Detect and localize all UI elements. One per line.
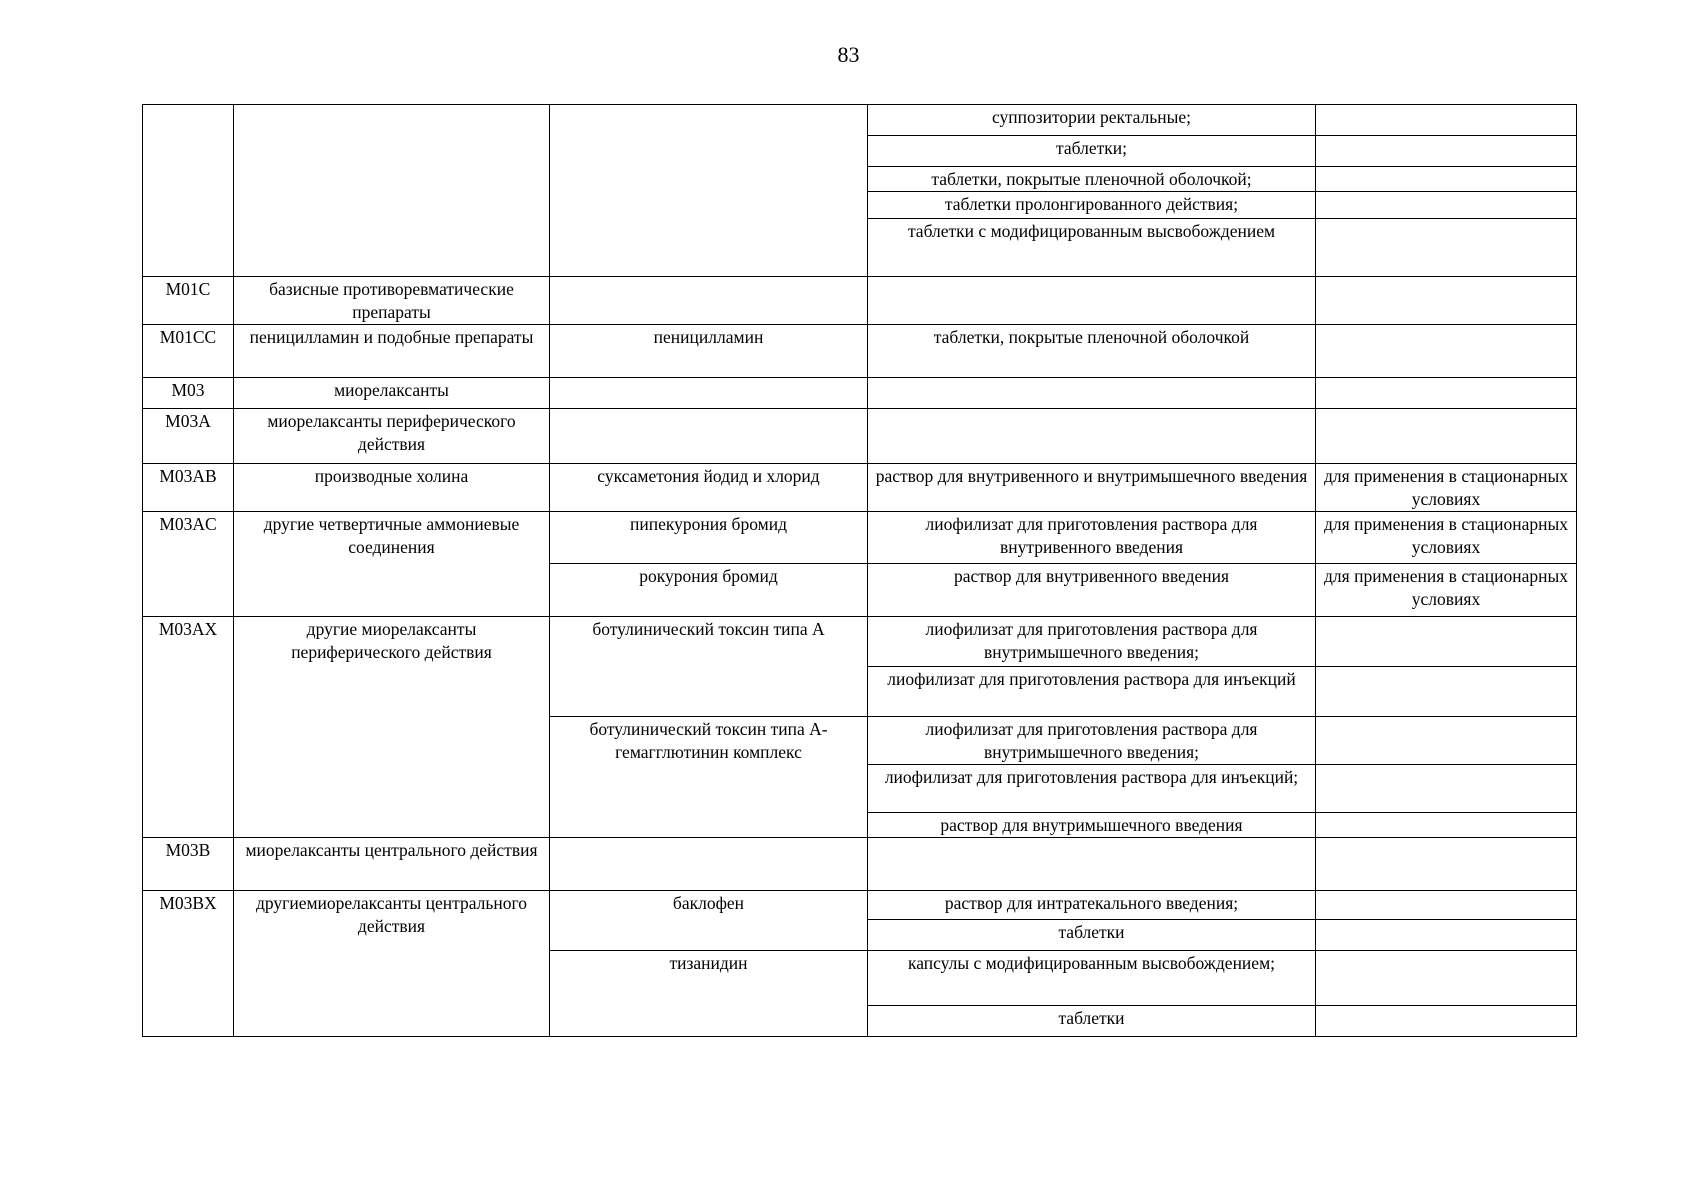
note-cell bbox=[1316, 920, 1577, 951]
note-cell bbox=[1316, 409, 1577, 464]
note-cell bbox=[1316, 136, 1577, 167]
medication-table bbox=[142, 104, 1577, 1037]
code-cell: M03AB bbox=[143, 464, 234, 512]
form-cell: таблетки; bbox=[868, 136, 1316, 167]
note-cell bbox=[1316, 219, 1577, 277]
note-cell bbox=[1316, 667, 1577, 717]
drug-cell bbox=[550, 409, 868, 464]
drug-cell: ботулинический токсин типа A bbox=[550, 617, 868, 717]
note-cell bbox=[1316, 1006, 1577, 1037]
table-row bbox=[143, 512, 1577, 564]
group-cell: другие миорелаксанты периферического действия bbox=[234, 617, 550, 838]
note-cell bbox=[1316, 813, 1577, 838]
note-cell bbox=[1316, 838, 1577, 891]
note-cell bbox=[1316, 378, 1577, 409]
code-cell: M01C bbox=[143, 277, 234, 325]
table-row bbox=[143, 464, 1577, 512]
form-cell: лиофилизат для приготовления раствора для инъекций; bbox=[868, 765, 1316, 813]
page-number: 83 bbox=[837, 42, 860, 67]
form-cell: раствор для интратекального введения; bbox=[868, 891, 1316, 920]
form-cell: таблетки пролонгированного действия; bbox=[868, 192, 1316, 219]
drug-cell: рокурония бромид bbox=[550, 564, 868, 617]
form-cell: раствор для внутривенного и внутримышечного введения bbox=[868, 464, 1316, 512]
note-cell bbox=[1316, 105, 1577, 136]
group-cell bbox=[234, 105, 550, 277]
note-cell: для применения в стационарных условиях bbox=[1316, 512, 1577, 564]
form-cell: лиофилизат для приготовления раствора для внутривенного введения bbox=[868, 512, 1316, 564]
drug-cell: баклофен bbox=[550, 891, 868, 951]
group-cell: миорелаксанты центрального действия bbox=[234, 838, 550, 891]
table-row bbox=[143, 891, 1577, 920]
code-cell: M03 bbox=[143, 378, 234, 409]
drug-cell: ботулинический токсин типа A-гемагглютинин комплекс bbox=[550, 717, 868, 838]
table-row bbox=[143, 409, 1577, 464]
table-row bbox=[143, 617, 1577, 667]
note-cell: для применения в стационарных условиях bbox=[1316, 464, 1577, 512]
code-cell: M03B bbox=[143, 838, 234, 891]
code-cell: M01CC bbox=[143, 325, 234, 378]
code-cell: M03A bbox=[143, 409, 234, 464]
table-row bbox=[143, 838, 1577, 891]
group-cell: пеницилламин и подобные препараты bbox=[234, 325, 550, 378]
drug-cell: пеницилламин bbox=[550, 325, 868, 378]
form-cell: раствор для внутривенного введения bbox=[868, 564, 1316, 617]
form-cell: лиофилизат для приготовления раствора для инъекций bbox=[868, 667, 1316, 717]
note-cell bbox=[1316, 192, 1577, 219]
form-cell: суппозитории ректальные; bbox=[868, 105, 1316, 136]
drug-cell bbox=[550, 277, 868, 325]
table-row bbox=[143, 378, 1577, 409]
drug-cell: пипекурония бромид bbox=[550, 512, 868, 564]
form-cell: таблетки, покрытые пленочной оболочкой bbox=[868, 325, 1316, 378]
note-cell bbox=[1316, 325, 1577, 378]
group-cell: другие четвертичные аммониевые соединения bbox=[234, 512, 550, 617]
drug-cell bbox=[550, 378, 868, 409]
form-cell: раствор для внутримышечного введения bbox=[868, 813, 1316, 838]
note-cell bbox=[1316, 167, 1577, 192]
code-cell: M03BX bbox=[143, 891, 234, 1037]
table-row bbox=[143, 105, 1577, 136]
note-cell bbox=[1316, 891, 1577, 920]
form-cell: таблетки, покрытые пленочной оболочкой; bbox=[868, 167, 1316, 192]
note-cell bbox=[1316, 617, 1577, 667]
table-row bbox=[143, 277, 1577, 325]
note-cell bbox=[1316, 765, 1577, 813]
form-cell bbox=[868, 378, 1316, 409]
form-cell: таблетки bbox=[868, 1006, 1316, 1037]
table-row bbox=[143, 325, 1577, 378]
group-cell: миорелаксанты периферического действия bbox=[234, 409, 550, 464]
note-cell bbox=[1316, 951, 1577, 1006]
code-cell: M03AC bbox=[143, 512, 234, 617]
form-cell: таблетки с модифицированным высвобождением bbox=[868, 219, 1316, 277]
code-cell bbox=[143, 105, 234, 277]
form-cell: таблетки bbox=[868, 920, 1316, 951]
form-cell bbox=[868, 277, 1316, 325]
code-cell: M03AX bbox=[143, 617, 234, 838]
drug-cell: суксаметония йодид и хлорид bbox=[550, 464, 868, 512]
form-cell: лиофилизат для приготовления раствора для внутримышечного введения; bbox=[868, 717, 1316, 765]
form-cell bbox=[868, 409, 1316, 464]
group-cell: производные холина bbox=[234, 464, 550, 512]
note-cell bbox=[1316, 717, 1577, 765]
group-cell: базисные противоревматические препараты bbox=[234, 277, 550, 325]
note-cell bbox=[1316, 277, 1577, 325]
form-cell: капсулы с модифицированным высвобождением; bbox=[868, 951, 1316, 1006]
group-cell: миорелаксанты bbox=[234, 378, 550, 409]
group-cell: другиемиорелаксанты центрального действия bbox=[234, 891, 550, 1037]
drug-cell: тизанидин bbox=[550, 951, 868, 1037]
drug-cell bbox=[550, 105, 868, 277]
drug-cell bbox=[550, 838, 868, 891]
form-cell bbox=[868, 838, 1316, 891]
form-cell: лиофилизат для приготовления раствора для внутримышечного введения; bbox=[868, 617, 1316, 667]
note-cell: для применения в стационарных условиях bbox=[1316, 564, 1577, 617]
